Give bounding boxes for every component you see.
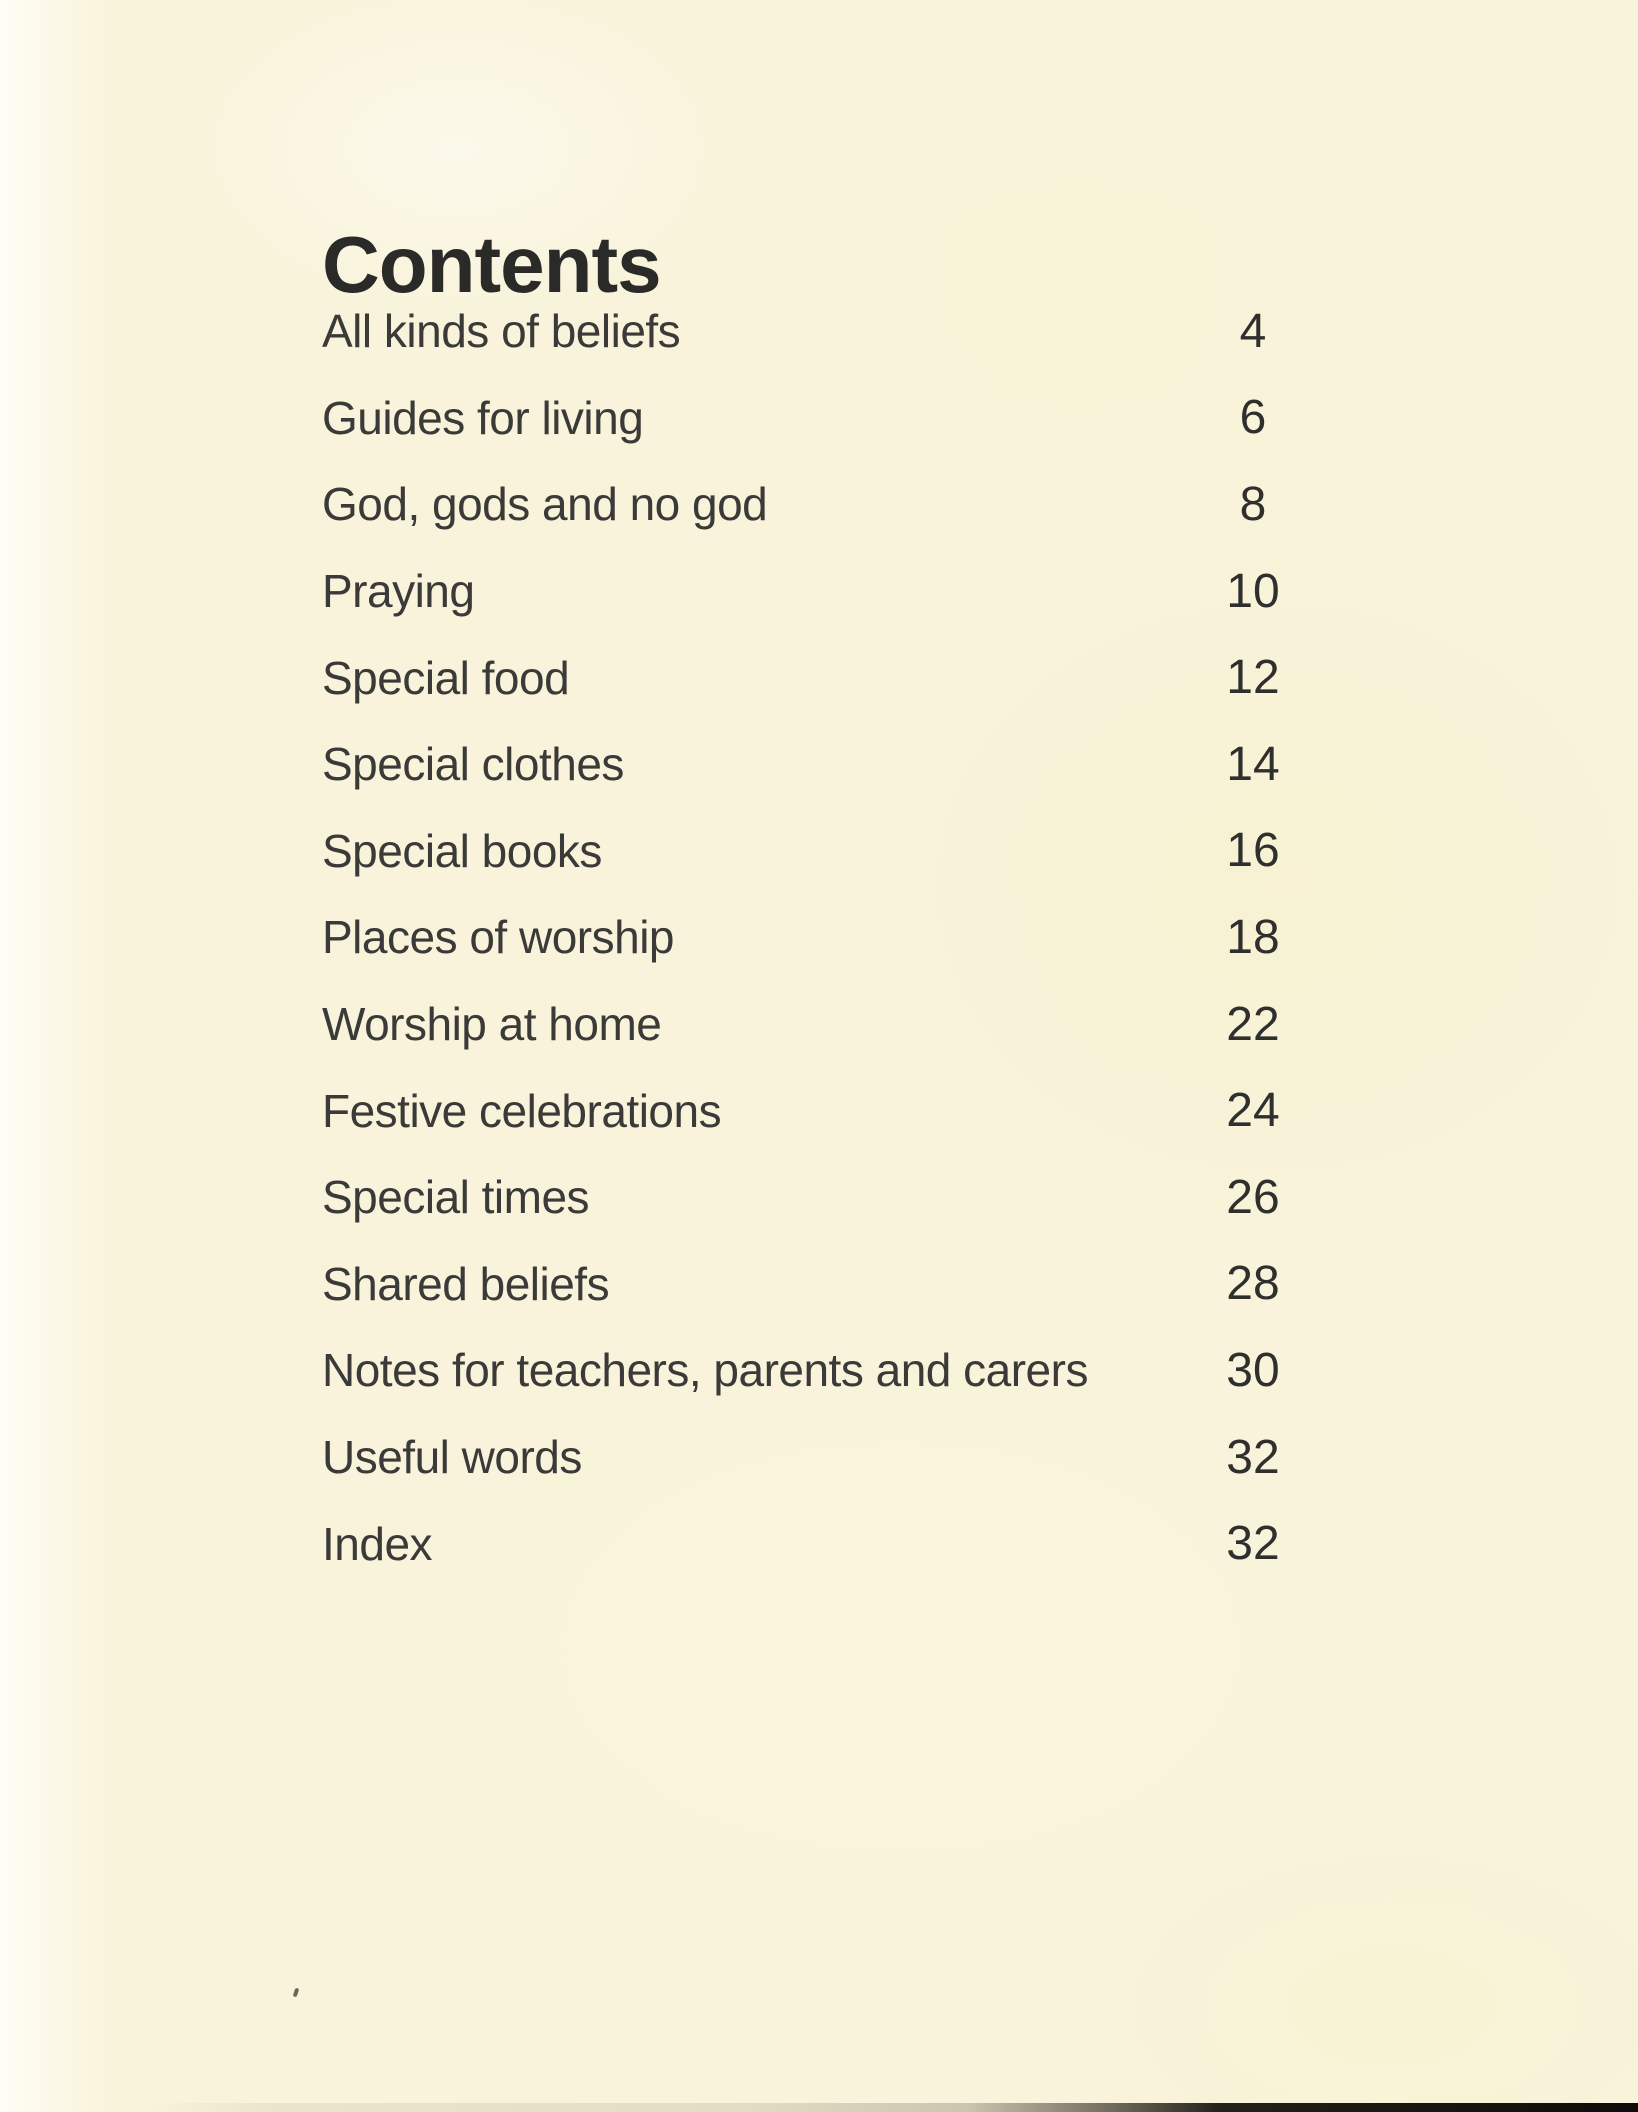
toc-item-page: 14 [1226,737,1280,791]
toc-item-label: Worship at home [322,998,662,1051]
toc-list [322,288,1328,1587]
toc-item-page: 18 [1226,910,1280,964]
toc-item-page: 32 [1226,1517,1280,1571]
toc-item-label: Special food [322,651,570,704]
toc-item-label: Praying [322,565,475,618]
toc-row [322,808,1328,895]
ink-speck-artifact [293,1988,300,1998]
toc-item-label: Special clothes [322,738,624,791]
toc-item-label: Index [322,1517,433,1570]
toc-item-page: 32 [1226,1430,1280,1484]
toc-item-label: Festive celebrations [322,1084,722,1137]
toc-item-page: 28 [1226,1257,1280,1311]
toc-item-page: 16 [1226,824,1280,878]
toc-item-label: Special times [322,1171,590,1224]
page-bottom-scan-edge [150,2103,1638,2112]
toc-item-label: All kinds of beliefs [322,305,681,358]
toc-row [322,894,1328,981]
toc-item-label: Places of worship [322,911,674,964]
toc-row [322,548,1328,635]
toc-item-page: 26 [1226,1170,1280,1224]
toc-item-page: 24 [1226,1084,1280,1138]
toc-item-page: 30 [1226,1343,1280,1397]
toc-row [322,1500,1328,1587]
toc-item-page: 22 [1226,997,1280,1051]
toc-item-page: 6 [1239,391,1267,445]
toc-item-page: 8 [1239,477,1267,531]
toc-row [322,634,1328,721]
toc-row [322,461,1328,548]
toc-item-label: Guides for living [322,391,644,444]
toc-item-page: 10 [1226,564,1280,618]
toc-row [322,1241,1328,1328]
toc-row [322,1154,1328,1241]
toc-row [322,375,1328,462]
toc-row [322,1414,1328,1501]
toc-row [322,1067,1328,1154]
toc-item-label: Special books [322,824,602,877]
toc-item-page: 4 [1239,304,1267,358]
toc-row [322,981,1328,1068]
toc-row [322,1327,1328,1414]
toc-item-label: Useful words [322,1431,582,1484]
toc-item-label: God, gods and no god [322,478,768,531]
toc-row [322,721,1328,808]
toc-row [322,288,1328,375]
toc-item-label: Notes for teachers, parents and carers [322,1344,1088,1397]
toc-item-page: 12 [1226,651,1280,705]
page-title: Contents [322,219,661,309]
toc-item-label: Shared beliefs [322,1257,610,1310]
